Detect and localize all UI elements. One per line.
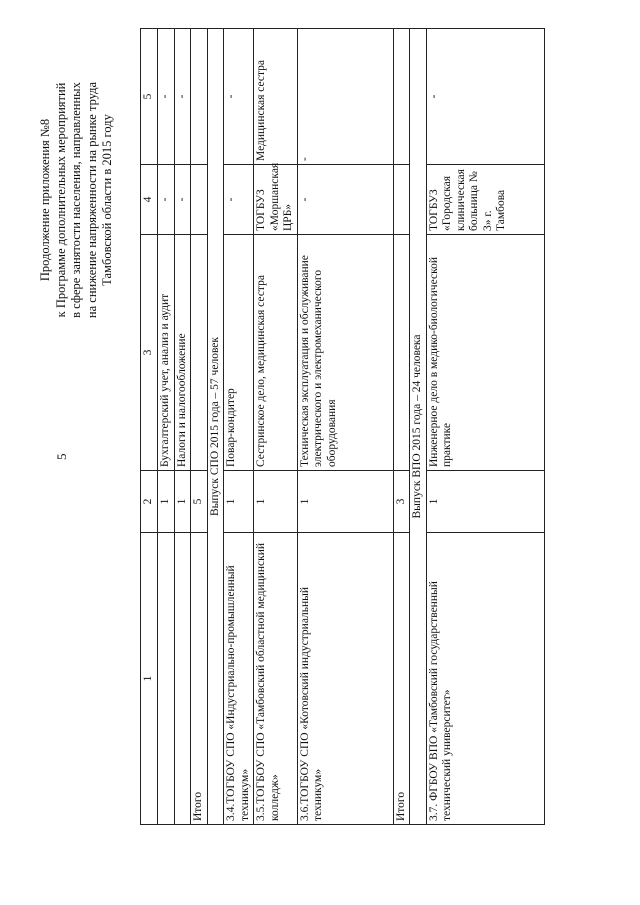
header-line: к Программе дополнительных мероприятий [53, 82, 68, 318]
cell-institution: Итого [191, 533, 208, 825]
table-row [174, 29, 191, 825]
cell-count: 1 [297, 471, 393, 533]
cell-count: 1 [426, 471, 544, 533]
table-row-total [393, 29, 410, 825]
appendix-header [38, 35, 116, 365]
cell-institution: 3.7. ФГБОУ ВПО «Тамбовский государственный технический университет» [426, 533, 544, 825]
table-row [297, 29, 393, 825]
cell-specialty: Бухгалтерский учет, анализ и аудит [158, 235, 175, 471]
column-header: 4 [141, 165, 158, 235]
cell-institution: 3.5.ТОГБОУ СПО «Тамбовский областной медицинский колледж» [254, 533, 298, 825]
cell-position: - [426, 29, 544, 165]
cell-position: Медицинская сестра [254, 29, 298, 165]
section-title-spo: Выпуск СПО 2015 года – 57 человек [207, 29, 224, 825]
column-header: 1 [141, 533, 158, 825]
table-header-row [141, 29, 158, 825]
cell-employer: - [224, 165, 254, 235]
cell-position: - [297, 29, 393, 165]
cell-institution: Итого [393, 533, 410, 825]
table-row-total [191, 29, 208, 825]
cell-specialty: Техническая эксплуатация и обслуживание электрического и электромеханического оборудования [297, 235, 393, 471]
cell-employer: - [158, 165, 175, 235]
cell-position: - [158, 29, 175, 165]
cell-specialty [393, 235, 410, 471]
header-line: Продолжение приложения №8 [38, 118, 52, 282]
table-row [254, 29, 298, 825]
table-row [224, 29, 254, 825]
section-row [207, 29, 224, 825]
cell-count: 1 [224, 471, 254, 533]
header-line: в сфере занятости населения, направленных [69, 82, 83, 318]
cell-institution [158, 533, 175, 825]
table-row [426, 29, 544, 825]
column-header: 3 [141, 235, 158, 471]
cell-specialty: Налоги и налогообложение [174, 235, 191, 471]
cell-employer [191, 165, 208, 235]
column-header: 5 [141, 29, 158, 165]
cell-institution: 3.4.ТОГБОУ СПО «Индустриально-промышленный техникум» [224, 533, 254, 825]
cell-employer: - [174, 165, 191, 235]
cell-position: - [174, 29, 191, 165]
cell-count: 1 [254, 471, 298, 533]
cell-specialty: Повар-кондитер [224, 235, 254, 471]
cell-employer: ТОГБУЗ «Моршанская ЦРБ» [254, 165, 298, 235]
header-line: Тамбовской области в 2015 году [100, 114, 114, 286]
cell-employer: ТОГБУЗ «Городская клиническая больница № 3» г. Тамбова [426, 165, 544, 235]
cell-employer [393, 165, 410, 235]
cell-specialty [191, 235, 208, 471]
cell-specialty: Сестринское дело, медицинская сестра [254, 235, 298, 471]
column-header: 2 [141, 471, 158, 533]
cell-count: 3 [393, 471, 410, 533]
cell-count: 1 [174, 471, 191, 533]
cell-count: 5 [191, 471, 208, 533]
measures-table [140, 28, 545, 825]
cell-institution: 3.6.ТОГБОУ СПО «Котовский индустриальный техникум» [297, 533, 393, 825]
cell-count: 1 [158, 471, 175, 533]
header-line: на снижение напряженности на рынке труда [84, 81, 99, 319]
cell-institution [174, 533, 191, 825]
cell-position: - [224, 29, 254, 165]
page-number: 5 [54, 453, 69, 460]
cell-specialty: Инженерное дело в медико-биологической практике [426, 235, 544, 471]
section-title-vpo: Выпуск ВПО 2015 года – 24 человека [410, 29, 427, 825]
section-row [410, 29, 427, 825]
cell-position [191, 29, 208, 165]
cell-position [393, 29, 410, 165]
table-row [158, 29, 175, 825]
cell-employer: - [297, 165, 393, 235]
